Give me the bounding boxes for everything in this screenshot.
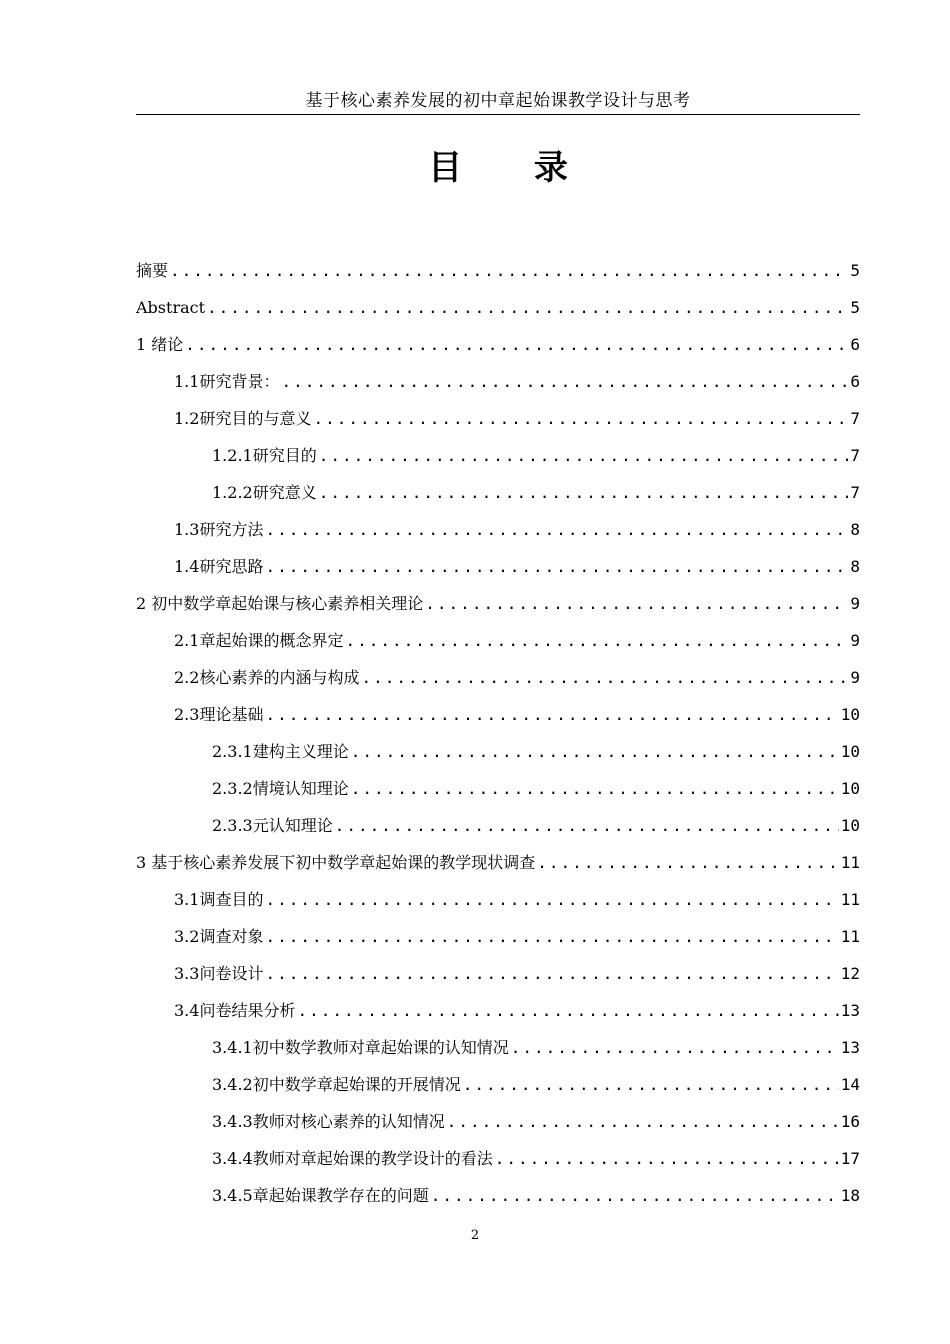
toc-leader-dots [265, 888, 838, 912]
toc-leader-dots [319, 444, 849, 468]
toc-entry[interactable] [136, 1073, 860, 1110]
toc-entry[interactable] [136, 962, 860, 999]
toc-entry-label: 2.3.3元认知理论 [212, 816, 333, 835]
toc-leader-dots [447, 1110, 839, 1134]
toc-leader-dots [265, 703, 838, 727]
toc-entry-page: 10 [840, 705, 860, 724]
toc-entry[interactable] [136, 1036, 860, 1073]
toc-entry[interactable] [136, 518, 860, 555]
toc-leader-dots [351, 740, 839, 764]
toc-entry-page: 9 [850, 631, 860, 650]
toc-entry[interactable] [136, 555, 860, 592]
toc-entry-label: 3.1调查目的 [174, 890, 264, 909]
toc-entry-label: 3.2调查对象 [174, 927, 264, 946]
toc-entry-label: 2.3.2情境认知理论 [212, 779, 349, 798]
toc-entry-page: 10 [840, 742, 860, 761]
toc-entry[interactable] [136, 407, 860, 444]
toc-leader-dots [537, 851, 838, 875]
toc-entry[interactable] [136, 925, 860, 962]
toc-entry-label: Abstract [136, 298, 206, 317]
page-number: 2 [470, 1228, 480, 1243]
toc-entry[interactable] [136, 999, 860, 1036]
toc-entry[interactable] [136, 1110, 860, 1147]
toc-entry[interactable] [136, 259, 860, 296]
toc-entry-label: 3.4.3教师对核心素养的认知情况 [212, 1112, 445, 1131]
toc-entry-label: 1.4研究思路 [174, 557, 264, 576]
toc-leader-dots [335, 814, 839, 838]
toc-leader-dots [495, 1147, 839, 1171]
toc-entry-label: 1.2.1研究目的 [212, 446, 317, 465]
toc-leader-dots [207, 296, 848, 320]
toc-entry-label: 3.4问卷结果分析 [174, 1001, 296, 1020]
toc-entry-page: 14 [840, 1075, 860, 1094]
toc-entry-label: 3 基于核心素养发展下初中数学章起始课的教学现状调查 [136, 853, 536, 872]
toc-entry-page: 9 [850, 594, 860, 613]
toc-entry[interactable] [136, 851, 860, 888]
toc-entry-page: 13 [840, 1038, 860, 1057]
toc-entry-label: 2.3.1建构主义理论 [212, 742, 349, 761]
toc-entry-page: 5 [850, 261, 860, 280]
toc-entry-page: 7 [850, 446, 860, 465]
toc-entry[interactable] [136, 592, 860, 629]
toc-entry-page: 11 [840, 927, 860, 946]
toc-entry-label: 3.4.4教师对章起始课的教学设计的看法 [212, 1149, 493, 1168]
toc-entry-label: 摘要 [136, 261, 169, 280]
toc-entry-page: 8 [850, 520, 860, 539]
toc-entry-page: 6 [850, 335, 860, 354]
toc-entry-label: 3.4.2初中数学章起始课的开展情况 [212, 1075, 461, 1094]
header-rule [136, 114, 860, 115]
toc-entry-page: 7 [850, 483, 860, 502]
toc-entry-page: 7 [850, 409, 860, 428]
toc-entry-label: 2.3理论基础 [174, 705, 264, 724]
toc-entry-page: 5 [850, 298, 860, 317]
toc-entry-page: 17 [840, 1149, 860, 1168]
table-of-contents [136, 259, 860, 1221]
toc-entry[interactable] [136, 629, 860, 666]
toc-entry-page: 13 [840, 1001, 860, 1020]
toc-entry[interactable] [136, 1184, 860, 1221]
toc-entry[interactable] [136, 444, 860, 481]
toc-entry-page: 16 [840, 1112, 860, 1131]
toc-leader-dots [297, 999, 838, 1023]
toc-leader-dots [265, 555, 848, 579]
running-header: 基于核心素养发展的初中章起始课教学设计与思考 [305, 91, 691, 111]
toc-entry-page: 11 [840, 890, 860, 909]
toc-entry-label: 3.4.5章起始课教学存在的问题 [212, 1186, 429, 1205]
toc-entry-page: 11 [840, 853, 860, 872]
toc-entry-page: 9 [850, 668, 860, 687]
toc-entry[interactable] [136, 666, 860, 703]
toc-leader-dots [345, 629, 848, 653]
toc-title: 目 录 [428, 148, 598, 188]
toc-leader-dots [361, 666, 848, 690]
toc-leader-dots [170, 259, 848, 283]
toc-leader-dots [351, 777, 839, 801]
toc-leader-dots [425, 592, 848, 616]
toc-entry[interactable] [136, 814, 860, 851]
toc-entry-page: 12 [840, 964, 860, 983]
toc-leader-dots [185, 333, 848, 357]
toc-entry[interactable] [136, 888, 860, 925]
toc-entry-label: 2.2核心素养的内涵与构成 [174, 668, 360, 687]
toc-entry[interactable] [136, 296, 860, 333]
toc-leader-dots [265, 518, 848, 542]
toc-entry[interactable] [136, 740, 860, 777]
toc-entry-page: 10 [840, 779, 860, 798]
toc-entry[interactable] [136, 333, 860, 370]
toc-entry-label: 1.2研究目的与意义 [174, 409, 312, 428]
toc-entry-label: 1.3研究方法 [174, 520, 264, 539]
toc-entry-label: 1.2.2研究意义 [212, 483, 317, 502]
toc-leader-dots [431, 1184, 839, 1208]
toc-entry[interactable] [136, 370, 860, 407]
toc-leader-dots [313, 407, 848, 431]
toc-leader-dots [265, 925, 838, 949]
toc-entry[interactable] [136, 703, 860, 740]
toc-entry-label: 2.1章起始课的概念界定 [174, 631, 344, 650]
toc-leader-dots [463, 1073, 839, 1097]
toc-leader-dots [319, 481, 849, 505]
toc-entry-label: 1 绪论 [136, 335, 184, 354]
toc-entry[interactable] [136, 777, 860, 814]
toc-entry-label: 1.1研究背景： [174, 372, 280, 391]
toc-entry-label: 3.4.1初中数学教师对章起始课的认知情况 [212, 1038, 509, 1057]
toc-entry[interactable] [136, 481, 860, 518]
toc-entry-page: 8 [850, 557, 860, 576]
toc-leader-dots [281, 370, 848, 394]
toc-entry-page: 6 [850, 372, 860, 391]
toc-leader-dots [511, 1036, 839, 1060]
toc-entry-label: 3.3问卷设计 [174, 964, 264, 983]
toc-entry-page: 10 [840, 816, 860, 835]
toc-entry-page: 18 [840, 1186, 860, 1205]
toc-entry[interactable] [136, 1147, 860, 1184]
toc-leader-dots [265, 962, 838, 986]
toc-entry-label: 2 初中数学章起始课与核心素养相关理论 [136, 594, 424, 613]
